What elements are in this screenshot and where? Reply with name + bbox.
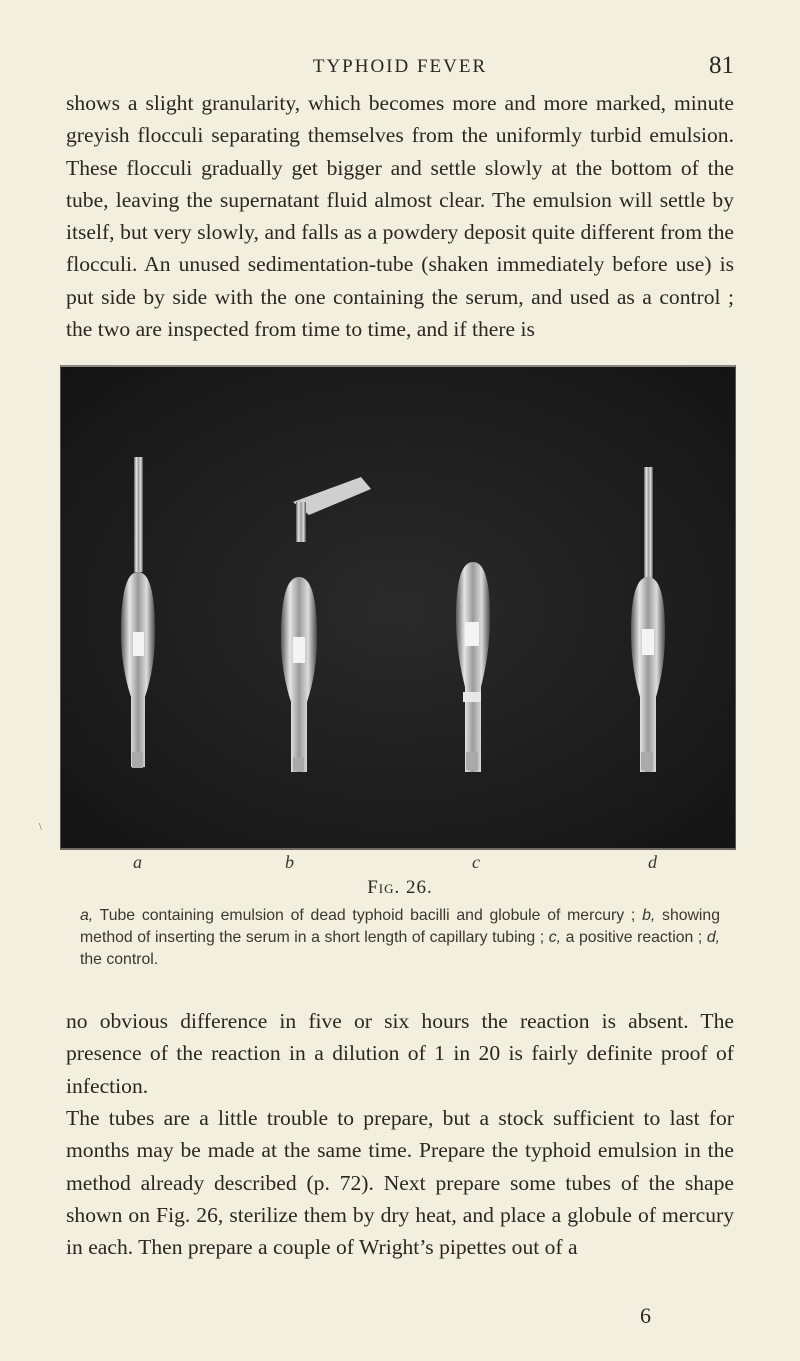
caption-key-c: c, (548, 929, 561, 946)
figure-caption (80, 905, 720, 971)
figure-letters (0, 852, 800, 876)
caption-text-a: Tube containing emulsion of dead typhoid bacilli and globule of mercury ; (99, 907, 636, 924)
figure-letter-a: a (133, 852, 142, 872)
signature-mark: 6 (640, 1303, 651, 1328)
caption-text-d: the control. (80, 951, 159, 968)
figure-letter-c: c (472, 852, 480, 872)
body-paragraph-bottom-1: no obvious difference in five or six hours the reaction is absent. The presence of the reaction in a dilution of 1 in 20 is fairly definite proof of infection. (66, 1009, 734, 1098)
figure-letter-d: d (648, 852, 657, 872)
caption-text-c: a positive reaction ; (565, 929, 703, 946)
caption-key-d: d, (706, 929, 721, 946)
caption-text-b: showing method of inserting the serum in a short length of capillary tubing ; (80, 907, 721, 946)
figure-photograph (60, 365, 736, 850)
body-paragraph-top: shows a slight granularity, which becomes more and more marked, minute greyish flocculi separating themselves from the uniformly turbid emulsion. These flocculi gradually get bigger and settle slowly at the bottom of the tube, leaving the supernatant fluid almost clear. The emulsion will settle by itself, but very slowly, and falls as a powdery deposit quite different from the flocculi. An unused sedimentation-tube (shaken immediately before use) is put side by side with the one containing the serum, and used as a control ; the two are inspected from time to time, and if there is (66, 91, 734, 342)
running-title: TYPHOID FEVER (312, 56, 488, 77)
caption-key-a: a, (80, 907, 94, 924)
body-paragraph-bottom-2: The tubes are a little trouble to prepare, but a stock sufficient to last for months may be made at the same time. Prepare the typhoid emulsion in the method already described (p. 72). Next prepare some tubes of the shape shown on Fig. 26, sterilize them by dry heat, and place a globule of mercury in each. Then prepare a couple of Wright’s pipettes out of a (66, 1106, 734, 1260)
tubes-illustration (61, 367, 735, 848)
figure-letter-b: b (285, 852, 294, 872)
caption-key-b: b, (642, 907, 656, 924)
figure-title: Fig. 26. (367, 877, 433, 898)
stray-mark: \ (39, 822, 42, 833)
page-number: 81 (709, 52, 734, 79)
page-header (0, 52, 800, 86)
